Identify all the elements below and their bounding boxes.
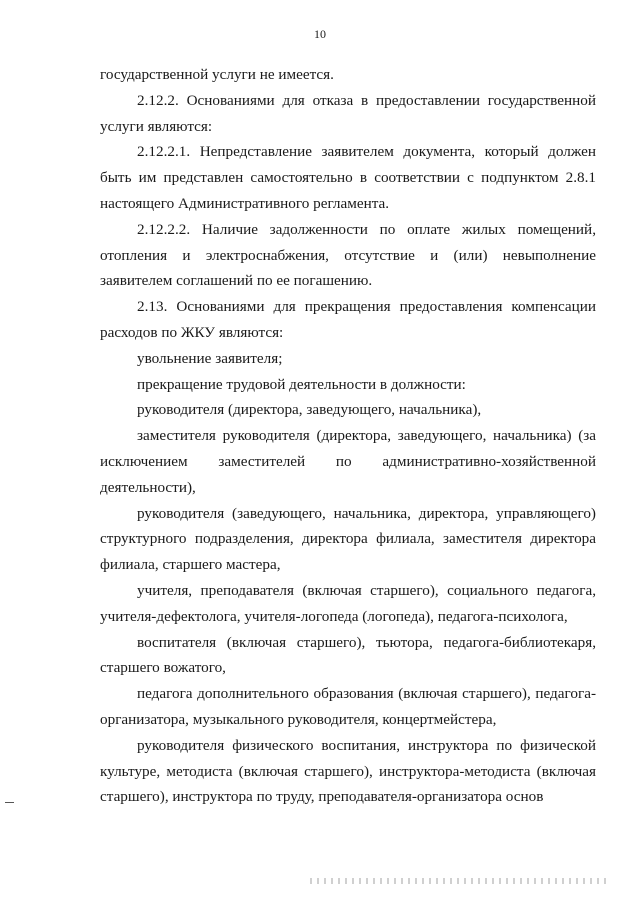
list-item-additional-education: педагога дополнительного образования (включая старшего), педагога-организатора, музыкального руководителя, концертмейстера, [100, 685, 596, 728]
paragraph-2-12-2-1: 2.12.2.1. Непредставление заявителем документа, который должен быть им представлен самостоятельно в соответствии с подпунктом 2.8.1 настоящего Административного регламента. [100, 143, 596, 212]
list-item-educator: воспитателя (включая старшего), тьютора, педагога-библиотекаря, старшего вожатого, [100, 633, 596, 677]
list-item-teacher: учителя, преподавателя (включая старшего), социального педагога, учителя-дефектолога, учителя-логопеда (логопеда), педагога-психолога, [100, 581, 596, 625]
list-item-deputy-head: заместителя руководителя (директора, заведующего, начальника) (за исключением заместителей по административно-хозяйственной деятельности), [100, 427, 596, 496]
paragraph-2-13: 2.13. Основаниями для прекращения предоставления компенсации расходов по ЖКУ являются: [100, 298, 596, 341]
scan-artifact-mark [5, 802, 14, 803]
list-item-dismissal: увольнение заявителя; [137, 349, 283, 367]
page-number: 10 [314, 27, 326, 41]
document-body [100, 62, 596, 810]
paragraph-continuation: государственной услуги не имеется. [100, 66, 334, 83]
scan-artifact-noise [310, 878, 610, 884]
list-item-division-head: руководителя (заведующего, начальника, директора, управляющего) структурного подразделения, директора филиала, заместителя директора филиала, старшего мастера, [100, 504, 596, 574]
paragraph-2-12-2-2: 2.12.2.2. Наличие задолженности по оплате жилых помещений, отопления и электроснабжения, отсутствие и (или) невыполнение заявителем соглашений по ее погашению. [100, 220, 596, 290]
paragraph-2-12-2: 2.12.2. Основаниями для отказа в предоставлении государственной услуги являются: [100, 91, 596, 135]
list-item-physical-education: руководителя физического воспитания, инструктора по физической культуре, методиста (включая старшего), инструктора-методиста (включая старшего), инструктора по труду, преподавателя-организатора основ [100, 736, 596, 806]
list-item-termination: прекращение трудовой деятельности в должности: [137, 375, 466, 393]
list-item-head: руководителя (директора, заведующего, начальника), [137, 401, 482, 419]
